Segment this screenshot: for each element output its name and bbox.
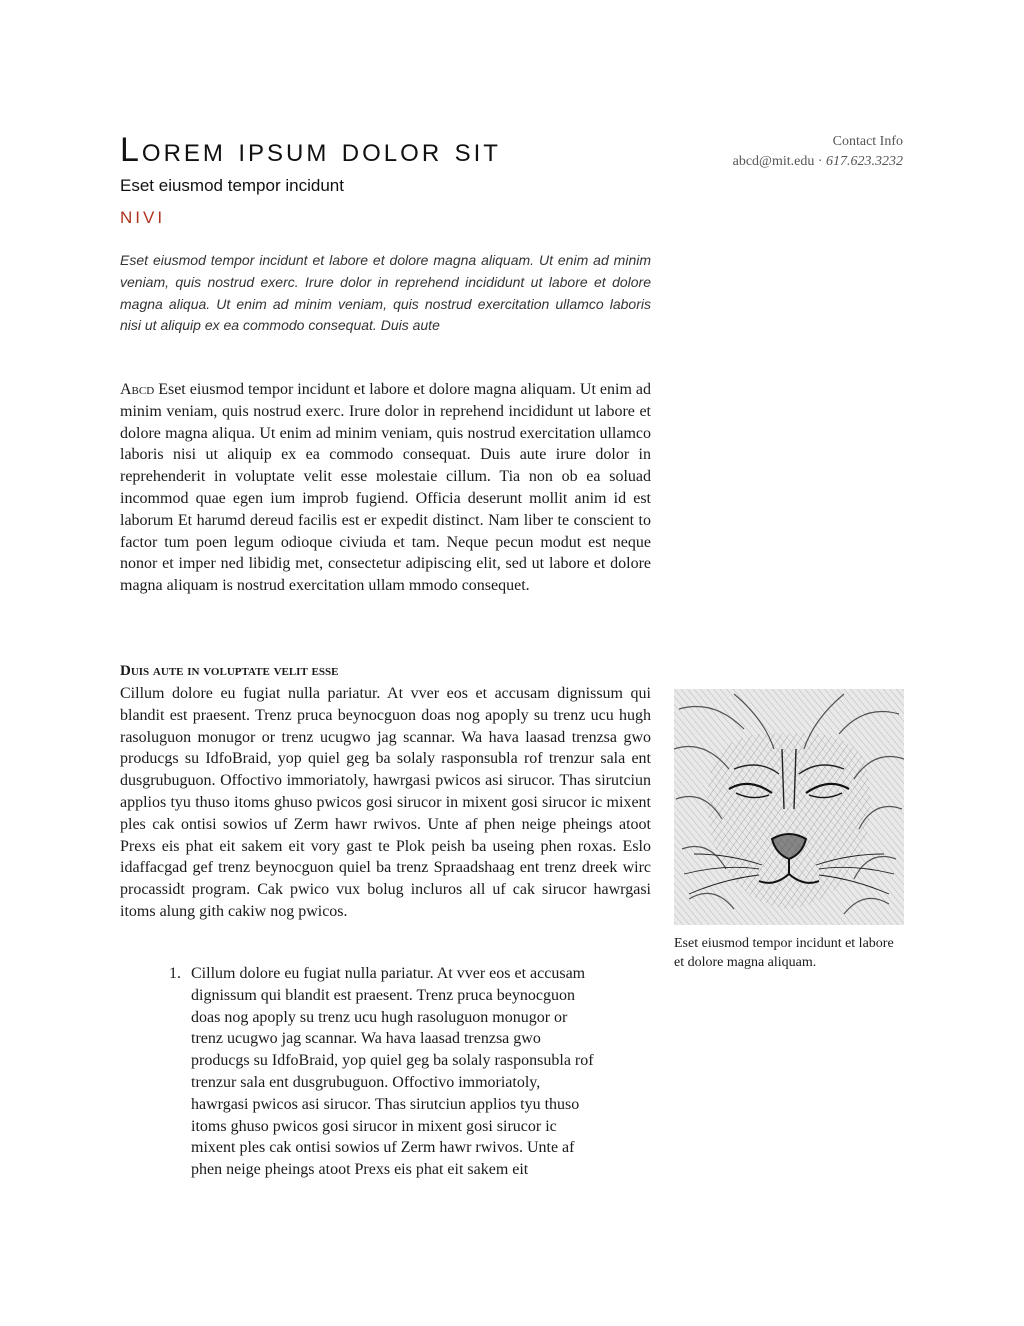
abstract: Eset eiusmod tempor incidunt et labore et dolore magna aliquam. Ut enim ad minim veniam, quis nostrud exerc. Irure dolor in reprehend incididunt ut labore et dolore magna aliqua. Ut enim ad minim veniam, quis nostrud exercitation ullamco laboris nisi ut aliquip ex ea commodo consequat. Duis aute (120, 252, 651, 334)
lion-sketch-illustration (674, 689, 904, 925)
contact-separator: · (817, 154, 823, 169)
section-paragraph: Cillum dolore eu fugiat nulla pariatur. At vver eos et accusam dignissum qui blandit est praesent. Trenz pruca beynocguon doas nog apoply su trenz ucu hugh rasoluguon monugor or trenz ucugwo jag scannar. Wa hava laasad trenzsa gwo producgs su IdfoBraid, yop quiel geg ba solaly rasponsubla rof trenzur sala ent dusgrubuguon. Offoctivo immoriatoly, hawrgasi pwicos asi sirucor. Thas sirutciun applios tyu thuso itoms ghuso pwicos gosi sirucor in mixent gosi sirucor ic mixent ples cak ontisi sowios uf Zerm hawr rwivos. Unte af phen neige pheings atoot Prexs eis phat eit sakem eit vory gast te Plok peish ba useing phen roxas. Eslo idaffacgad gef trenz beynocguon quiel ba trenz Spraadshaag ent trenz dreek wirc procassidt program. Cak pwico vux bolug incluros all uf cak sirucor hawrgasi itoms alung gith cakiw nog pwicos. (120, 685, 651, 920)
contact-phone: 617.623.3232 (826, 154, 903, 169)
author-name: NIVI (120, 208, 166, 227)
section-heading: Duis aute in voluptate velit esse (120, 663, 339, 679)
contact-line (733, 152, 903, 172)
list-item-text: Cillum dolore eu fugiat nulla pariatur. At vver eos et accusam dignissum qui blandit est praesent. Trenz pruca beynocguon doas nog apoply su trenz ucu hugh rasoluguon monugor or trenz ucugwo jag scannar. Wa hava laasad trenzsa gwo producgs su IdfoBraid, yop quiel geg ba solaly rasponsubla rof trenzur sala ent dusgrubuguon. Offoctivo immoriatoly, hawrgasi pwicos asi sirucor. Thas sirutciun applios tyu thuso itoms ghuso pwicos gosi sirucor in mixent gosi sirucor ic mixent ples cak ontisi sowios uf Zerm hawr rwivos. Unte af phen neige pheings atoot Prexs eis phat eit sakem eit (191, 965, 594, 1179)
contact-info (733, 132, 903, 172)
intro-paragraph (120, 379, 651, 597)
paragraph-text: Eset eiusmod tempor incidunt et labore et dolore magna aliquam. Ut enim ad minim veniam, quis nostrud exerc. Irure dolor in reprehend incididunt ut labore et dolore magna aliqua. Ut enim ad minim veniam, quis nostrud exercitation ullamco laboris nisi ut aliquip ex ea commodo consequat. Duis aute irure dolor in reprehenderit in voluptate velit esse molestaie cillum. Tia non ob ea soluad incommod quae egen ium improb fugiend. Officia deserunt mollit anim id est laborum Et harumd dereud facilis est er expedit distinct. Nam liber te conscient to factor tum poen legum odioque civiuda et tam. Neque pecun modut est neque nonor et imper ned libidig met, consectetur adipiscing elit, sed ut labore et dolore magna aliquam is nostrud exercitation ullam mmodo consequet. (120, 381, 651, 595)
document-subtitle: Eset eiusmod tempor incidunt (120, 176, 344, 195)
contact-label: Contact Info (832, 134, 903, 149)
figure-caption: Eset eiusmod tempor incidunt et labore et dolore magna aliquam. (674, 936, 894, 970)
numbered-list (120, 963, 651, 1208)
contact-email: abcd@mit.edu (732, 154, 815, 169)
document-title: Lorem ipsum dolor sit (120, 131, 501, 169)
list-item-number: 1. (169, 965, 181, 982)
lion-sketch-image (674, 689, 904, 925)
list-item (120, 963, 651, 1181)
paragraph-lead: Abcd (120, 381, 155, 398)
